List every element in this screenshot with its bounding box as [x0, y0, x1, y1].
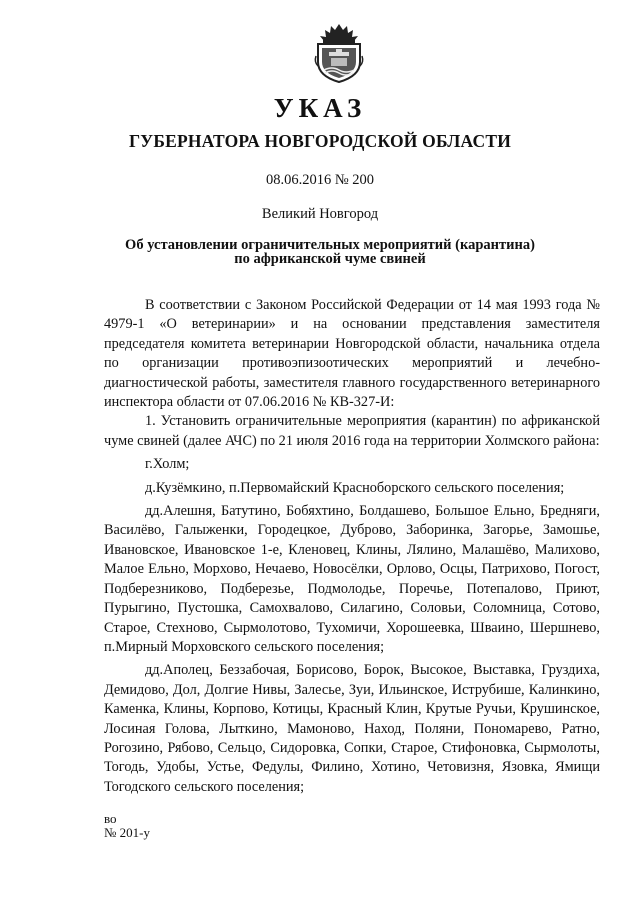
item-1-paragraph: 1. Установить ограничительные мероприятия (карантин) по африканской чуме свиней (далее АЧС) по 21 июля 2016 года на территории Холмского района:	[104, 413, 600, 449]
city-name: Великий Новгород	[261, 206, 379, 222]
document-subtitle: ГУБЕРНАТОРА НОВГОРОДСКОЙ ОБЛАСТИ	[128, 131, 512, 151]
document-title: УКАЗ	[273, 93, 367, 123]
coat-of-arms-icon	[312, 22, 366, 84]
togodskoe-paragraph: дд.Аполец, Беззабочая, Борисово, Борок, Высокое, Выставка, Груздиха, Демидово, Дол, Долгие Нивы, Залесье, Зуи, Ильинское, Иструбише, Калинкино, Каменка, Клины, Корпово, Котицы, Красный Клин, Крутые Ручьи, Крушинское, Лосиная Голова, Лыткино, Мамоново, Наход, Поляни, Пономарево, Ратно, Рогозино, Рябово, Сельцо, Сидоровка, Сопки, Старое, Стифоновка, Сырмолоты, Тогодь, Удобы, Устье, Федулы, Филино, Хотино, Четовизня, Язовка, Ямищи Тогодского сельского поселения;	[104, 662, 600, 795]
heading-line-1: Об установлении ограничительных мероприятий (карантина)	[125, 237, 535, 253]
decree-heading	[100, 238, 560, 266]
morkhovskoe-paragraph: дд.Алешня, Батутино, Бобяхтино, Болдашево, Большое Ельно, Бредняги, Василёво, Галыженки, Городецкое, Дуброво, Заборинка, Загорье, Замошье, Ивановское, Ивановское 1-е, Кленовец, Клины, Лялино, Малашёво, Малихово, Малое Ельно, Морхово, Нечаево, Новосёлки, Орлово, Осцы, Патрихово, Погост, Подберезниково, Подберезье, Подмолодье, Поречье, Потепалово, Приют, Пурыгино, Пустошка, Самохвалово, Силагино, Соловьи, Соломница, Сотово, Старое, Стехново, Сырмолотово, Тухомичи, Хорошеевка, Шваино, Шершнево, п.Мирный Морховского сельского поселения;	[104, 503, 600, 655]
krasnoborskoe-paragraph: д.Кузёмкино, п.Первомайский Красноборского сельского поселения;	[145, 479, 565, 496]
town-paragraph: г.Холм;	[145, 456, 190, 473]
preamble-paragraph: В соответствии с Законом Российской Федерации от 14 мая 1993 года № 4979-1 «О ветеринарии» и на основании представления заместителя председателя комитета ветеринарии Новгородской области, начальника отдела по организации противоэпизоотических мероприятий и лечебно-диагностической работы, заместителя главного государственного ветеринарного инспектора области от 07.06.2016 № КВ-327-И:	[104, 297, 600, 411]
footer-reference	[104, 812, 150, 840]
footer-initials: во	[104, 811, 117, 826]
footer-ref-number: № 201-у	[104, 825, 150, 840]
decree-body	[104, 296, 600, 797]
date-and-number: 08.06.2016 № 200	[265, 172, 375, 188]
heading-line-2: по африканской чуме свиней	[234, 251, 426, 267]
